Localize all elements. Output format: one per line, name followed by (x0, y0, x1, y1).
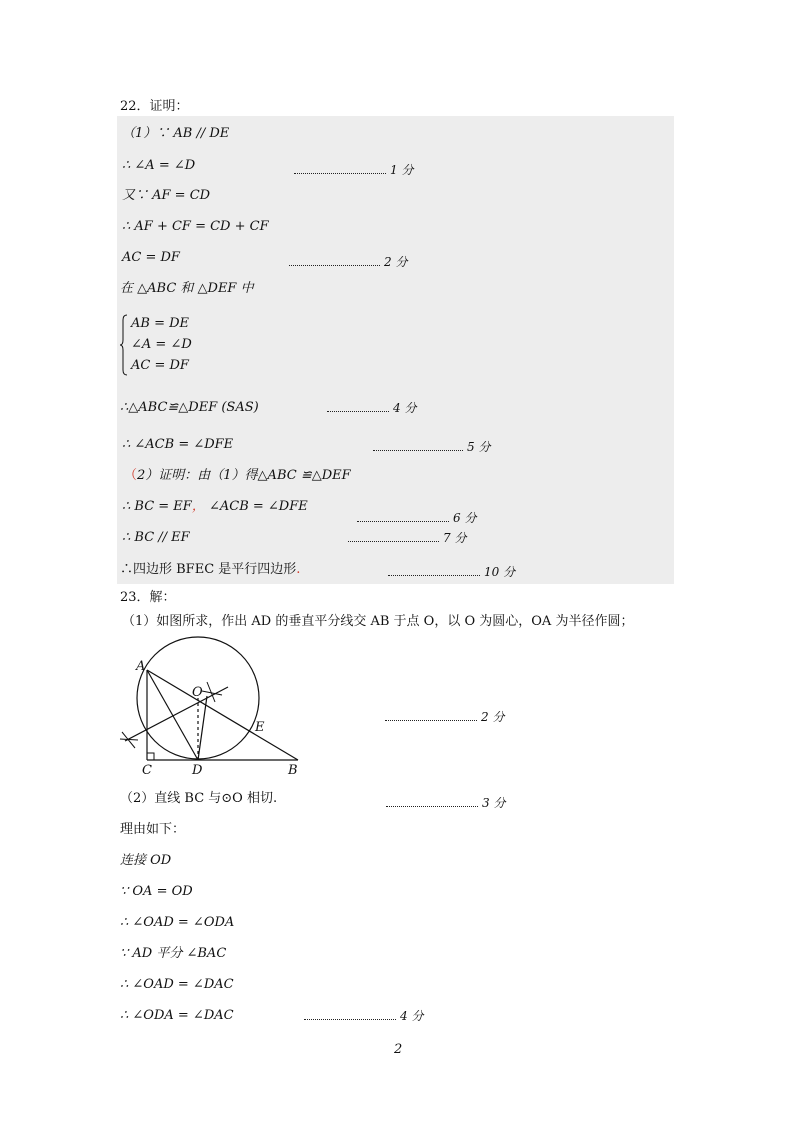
solution-line-8: ∴ ∠OAD = ∠DAC (120, 977, 234, 992)
solution-line-4: 连接 OD (120, 853, 172, 868)
page-number: 2 (394, 1042, 403, 1057)
score-mark-7: 10 分 (388, 564, 515, 580)
score-mark-6: 7 分 (348, 530, 466, 546)
score-mark-10: 4 分 (304, 1008, 423, 1024)
proof-line-4: ∴ AF + CF = CD + CF (122, 219, 269, 234)
problem-23-header: 23．解： (120, 590, 176, 605)
proof-line-8: ∴ ∠ACB = ∠DFE (122, 437, 234, 452)
system-line-3: AC = DF (131, 358, 189, 373)
problem-22-header: 22．证明： (120, 99, 189, 114)
solution-line-3: 理由如下： (120, 822, 186, 837)
proof-line-10: ∴ BC = EF， ∠ACB = ∠DFE (122, 499, 308, 514)
proof-line-2: ∴ ∠A = ∠D (122, 158, 196, 173)
system-line-2: ∠A = ∠D (131, 337, 192, 352)
proof-line-12: ∴四边形 BFEC 是平行四边形. (120, 562, 301, 577)
proof-line-7: ∴△ABC≌△DEF (SAS) (120, 400, 259, 415)
proof-line-1: （1）∵ AB // DE (122, 126, 230, 141)
score-mark-9: 3 分 (386, 795, 505, 811)
solution-line-9: ∴ ∠ODA = ∠DAC (120, 1008, 234, 1023)
proof-line-3: 又∵ AF = CD (122, 188, 211, 203)
label-D: D (192, 763, 203, 778)
score-mark-1: 1 分 (294, 162, 413, 178)
label-O: O (192, 685, 203, 700)
label-E: E (255, 720, 265, 735)
proof-line-6: 在 △ABC 和 △DEF 中 (120, 281, 254, 296)
geometry-figure (110, 636, 310, 778)
score-mark-3: 4 分 (327, 400, 416, 416)
proof-line-5: AC = DF (122, 250, 180, 265)
score-mark-4: 5 分 (373, 439, 490, 455)
proof-line-11: ∴ BC // EF (122, 530, 190, 545)
system-line-1: AB = DE (131, 316, 190, 331)
solution-line-5: ∵ OA = OD (120, 884, 193, 899)
label-B: B (288, 763, 298, 778)
score-mark-5: 6 分 (357, 510, 476, 526)
proof-line-9: （2）证明：由（1）得△ABC ≌△DEF (124, 468, 351, 483)
label-C: C (142, 763, 152, 778)
solution-line-2: （2）直线 BC 与⊙O 相切. (120, 791, 278, 806)
solution-line-6: ∴ ∠OAD = ∠ODA (120, 915, 235, 930)
score-mark-2: 2 分 (289, 254, 407, 270)
system-brace (120, 314, 128, 376)
score-mark-8: 2 分 (385, 709, 504, 725)
solution-line-1: （1）如图所求，作出 AD 的垂直平分线交 AB 于点 O，以 O 为圆心，OA 为半径作圆； (122, 614, 634, 629)
label-A: A (136, 659, 146, 674)
solution-line-7: ∵ AD 平分 ∠BAC (120, 946, 227, 961)
